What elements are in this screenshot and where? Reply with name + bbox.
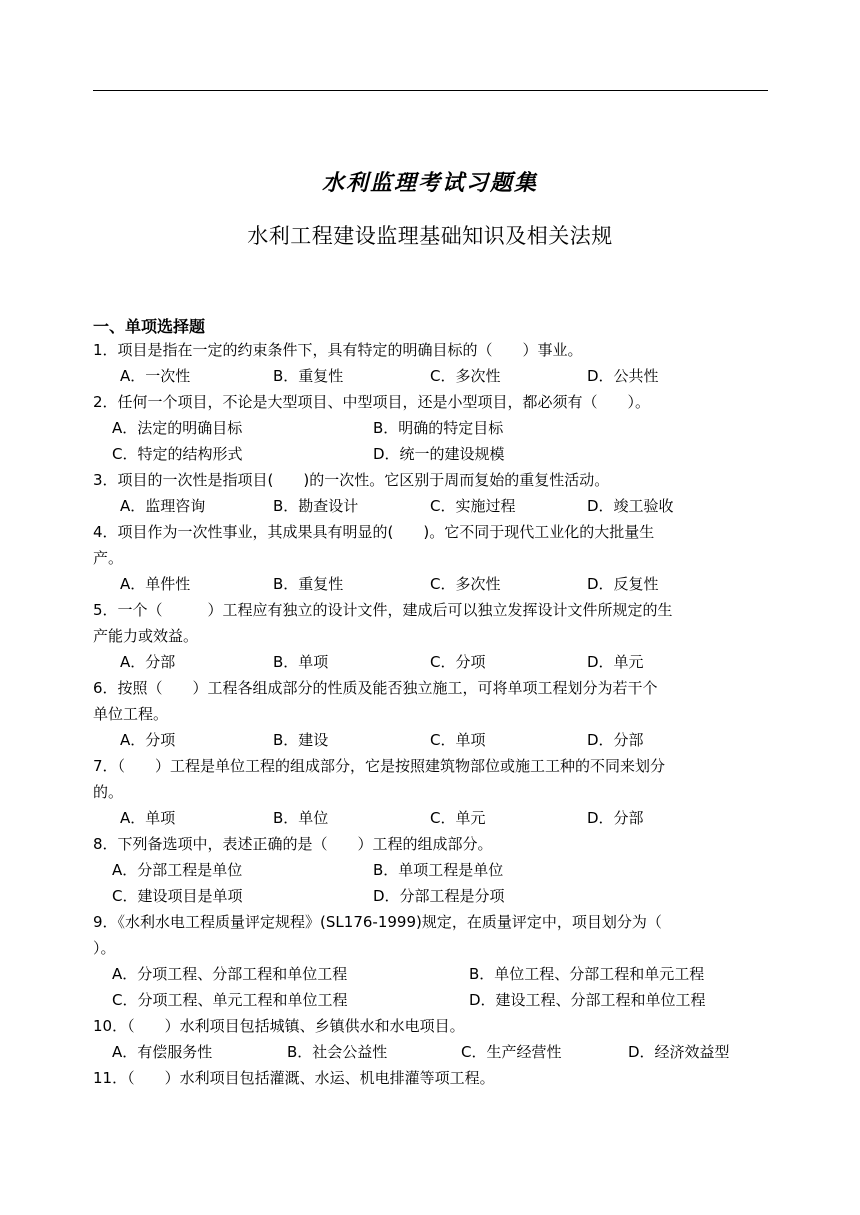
options-row <box>93 493 773 519</box>
options-row <box>93 1039 773 1065</box>
answer-option[interactable]: B．社会公益性 <box>287 1043 388 1061</box>
question-text: 11．（ ）水利项目包括灌溉、水运、机电排灌等项工程。 <box>93 1069 495 1087</box>
question-text: 5．一个（ ）工程应有独立的设计文件，建成后可以独立发挥设计文件所规定的生 <box>93 601 673 619</box>
question-text: 10．（ ）水利项目包括城镇、乡镇供水和水电项目。 <box>93 1017 465 1035</box>
question-item <box>93 831 773 909</box>
question-text: 1．项目是指在一定的约束条件下，具有特定的明确目标的（ ）事业。 <box>93 341 583 359</box>
question-item <box>93 1013 773 1065</box>
answer-option[interactable]: A．一次性 <box>120 367 191 385</box>
answer-option[interactable]: B．单位工程、分部工程和单元工程 <box>469 965 705 983</box>
question-text: 3．项目的一次性是指项目( )的一次性。它区别于周而复始的重复性活动。 <box>93 471 610 489</box>
answer-option[interactable]: B．单位 <box>273 809 329 827</box>
answer-option[interactable]: B．建设 <box>273 731 329 749</box>
answer-option[interactable]: C．实施过程 <box>430 497 516 515</box>
question-item <box>93 597 773 675</box>
question-item <box>93 675 773 753</box>
question-item <box>93 909 773 1013</box>
answer-option[interactable]: C．单项 <box>430 731 486 749</box>
question-text: 单位工程。 <box>93 705 169 723</box>
question-list <box>93 337 773 1091</box>
options-row <box>93 883 773 909</box>
options-row <box>93 415 773 441</box>
answer-option[interactable]: C．生产经营性 <box>461 1043 562 1061</box>
answer-option[interactable]: B．重复性 <box>273 575 344 593</box>
options-row <box>93 805 773 831</box>
answer-option[interactable]: C．单元 <box>430 809 486 827</box>
answer-option[interactable]: B．明确的特定目标 <box>373 419 504 437</box>
answer-option[interactable]: B．勘查设计 <box>273 497 359 515</box>
question-item <box>93 467 773 519</box>
options-row <box>93 987 773 1013</box>
answer-option[interactable]: B．重复性 <box>273 367 344 385</box>
question-text: 8．下列备选项中，表述正确的是（ ）工程的组成部分。 <box>93 835 493 853</box>
question-text: 4．项目作为一次性事业，其成果具有明显的( )。它不同于现代工业化的大批量生 <box>93 523 655 541</box>
answer-option[interactable]: D．分部工程是分项 <box>373 887 505 905</box>
options-row <box>93 571 773 597</box>
answer-option[interactable]: D．统一的建设规模 <box>373 445 505 463</box>
answer-option[interactable]: A．单件性 <box>120 575 191 593</box>
answer-option[interactable]: C．多次性 <box>430 367 501 385</box>
question-item <box>93 1065 773 1091</box>
answer-option[interactable]: A．分项工程、分部工程和单位工程 <box>112 965 348 983</box>
answer-option[interactable]: D．经济效益型 <box>628 1043 730 1061</box>
answer-option[interactable]: C．多次性 <box>430 575 501 593</box>
answer-option[interactable]: A．分部工程是单位 <box>112 861 243 879</box>
question-item <box>93 337 773 389</box>
answer-option[interactable]: A．有偿服务性 <box>112 1043 213 1061</box>
question-text: 2．任何一个项目，不论是大型项目、中型项目，还是小型项目，都必须有（ ）。 <box>93 393 651 411</box>
answer-option[interactable]: D．建设工程、分部工程和单位工程 <box>469 991 706 1009</box>
answer-option[interactable]: D．反复性 <box>587 575 659 593</box>
options-row <box>93 363 773 389</box>
question-text: 7．（ ）工程是单位工程的组成部分，它是按照建筑物部位或施工工种的不同来划分 <box>93 757 666 775</box>
answer-option[interactable]: D．公共性 <box>587 367 659 385</box>
question-text: 产。 <box>93 549 124 567</box>
answer-option[interactable]: A．监理咨询 <box>120 497 206 515</box>
options-row <box>93 441 773 467</box>
section-heading: 一、单项选择题 <box>93 317 206 336</box>
answer-option[interactable]: D．单元 <box>587 653 644 671</box>
question-text: 6．按照（ ）工程各组成部分的性质及能否独立施工，可将单项工程划分为若干个 <box>93 679 658 697</box>
question-text: 的。 <box>93 783 124 801</box>
options-row <box>93 649 773 675</box>
answer-option[interactable]: D．分部 <box>587 809 644 827</box>
question-text: 产能力或效益。 <box>93 627 199 645</box>
header-rule <box>93 90 768 91</box>
answer-option[interactable]: D．分部 <box>587 731 644 749</box>
answer-option[interactable]: B．单项 <box>273 653 329 671</box>
answer-option[interactable]: A．单项 <box>120 809 176 827</box>
options-row <box>93 727 773 753</box>
document-subtitle: 水利工程建设监理基础知识及相关法规 <box>247 224 613 248</box>
answer-option[interactable]: C．特定的结构形式 <box>112 445 243 463</box>
question-text: ）。 <box>93 939 116 957</box>
answer-option[interactable]: C．分项工程、单元工程和单位工程 <box>112 991 348 1009</box>
answer-option[interactable]: C．建设项目是单项 <box>112 887 243 905</box>
question-item <box>93 519 773 597</box>
options-row <box>93 961 773 987</box>
document-title: 水利监理考试习题集 <box>321 170 538 196</box>
answer-option[interactable]: D．竣工验收 <box>587 497 674 515</box>
options-row <box>93 857 773 883</box>
answer-option[interactable]: A．分部 <box>120 653 176 671</box>
answer-option[interactable]: B．单项工程是单位 <box>373 861 504 879</box>
question-item <box>93 389 773 467</box>
question-item <box>93 753 773 831</box>
answer-option[interactable]: C．分项 <box>430 653 486 671</box>
answer-option[interactable]: A．法定的明确目标 <box>112 419 243 437</box>
question-text: 9．《水利水电工程质量评定规程》(SL176-1999)规定，在质量评定中，项目划分为（ <box>93 913 662 931</box>
answer-option[interactable]: A．分项 <box>120 731 176 749</box>
